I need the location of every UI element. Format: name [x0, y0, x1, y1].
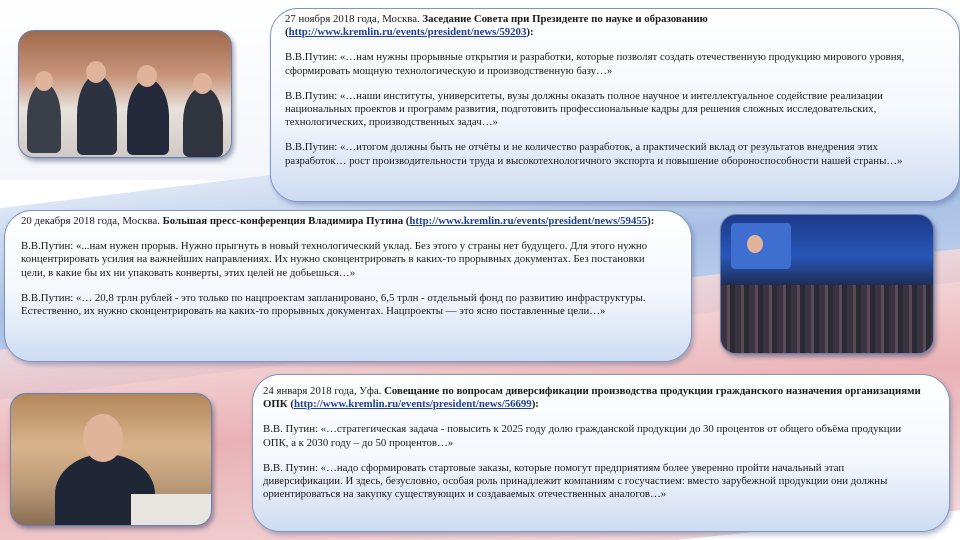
link-open-paren: ( — [285, 26, 289, 39]
link-open-paren: ( — [290, 398, 294, 411]
link-close-paren: ): — [526, 26, 534, 39]
quote-paragraph: В.В.Путин: «...нам нужен прорыв. Нужно прыгнуть в новый технологический уклад. Без этого у страны нет будущего. Для этого нужно концентрировать усилия на важнейших направлениях. Их нужно сконцентрировать в каких-то прорывных документах. Без постановки цели, в какие бы их ни упаковать конверты, этих целей не добьешься…» — [21, 240, 648, 279]
kremlin-link[interactable]: http://www.kremlin.ru/events/president/news/59455 — [409, 215, 648, 227]
quote-paragraph: В.В. Путин: «…стратегическая задача - повысить к 2025 году долю гражданской продукции до 30 процентов от общего объёма продукции ОПК, а к 2030 году – до 50 процентов…» — [263, 423, 902, 449]
quote-block-council — [270, 8, 960, 202]
event-date: 27 ноября 2018 года, Москва. — [285, 13, 420, 25]
block-header — [21, 215, 663, 228]
quote-paragraph: В.В. Путин: «…надо сформировать стартовые заказы, которые помогут предприятиям более уверенно пройти начальный этап диверсификации. И здесь, безусловно, особая роль принадлежит компаниям с госучастием: вместо зарубежной продукции они должны ориентироваться на закупку существующих и создаваемых отечественных аналогов…» — [263, 461, 888, 501]
quote-block-press-conference — [4, 210, 692, 362]
link-close-paren: ): — [531, 398, 539, 411]
quote-paragraph: В.В.Путин: «…итогом должны быть не отчёты и не количество разработок, а практический вклад от результатов внедрения этих разработок… рост производительности труда и высокотехнологичного экспорта и повышение обороноспособности нашей страны…» — [285, 141, 903, 167]
block-header — [263, 385, 923, 411]
block-header — [285, 13, 933, 39]
event-date: 24 января 2018 года, Уфа. — [263, 385, 382, 397]
link-close-paren: ): — [647, 215, 655, 227]
kremlin-link[interactable]: http://www.kremlin.ru/events/president/news/56699 — [293, 398, 532, 411]
link-open-paren: ( — [405, 215, 410, 227]
quote-paragraph: В.В.Путин: «…наши институты, университеты, вузы должны оказать полное научное и интеллектуальное содействие реализации национальных проектов и программ развития, подготовить профессиональные кадры для решения сложных исследовательских, технологических, производственных задач…» — [285, 89, 883, 129]
kremlin-link[interactable]: http://www.kremlin.ru/events/president/news/59203 — [288, 26, 527, 39]
quote-paragraph: В.В.Путин: «…нам нужны прорывные открытия и разработки, которые позволят создать отечественную продукцию мирового уровня, сформировать мощную технологическую и производственную базу…» — [285, 51, 905, 77]
press-conference-photo — [720, 214, 934, 354]
council-meeting-photo — [18, 30, 232, 158]
quote-paragraph: В.В.Путин: «… 20,8 трлн рублей - это только по нацпроектам запланировано, 6,5 трлн - отдельный фонд по развитию инфраструктуры. Естественно, их нужно сконцентрировать на каких-то прорывных документах. Нацпроекты — это ясно поставленные цели…» — [21, 291, 646, 318]
ufa-meeting-photo — [10, 393, 212, 526]
event-date: 20 декабря 2018 года, Москва. — [21, 215, 160, 227]
event-title: Большая пресс-конференция Владимира Путина — [162, 215, 404, 227]
event-title: Заседание Совета при Президенте по науке и образованию — [422, 13, 708, 25]
event-title: Совещание по вопросам диверсификации производства продукции гражданского назначения организациями ОПК — [263, 385, 921, 411]
quote-block-ufa-meeting — [252, 374, 950, 532]
